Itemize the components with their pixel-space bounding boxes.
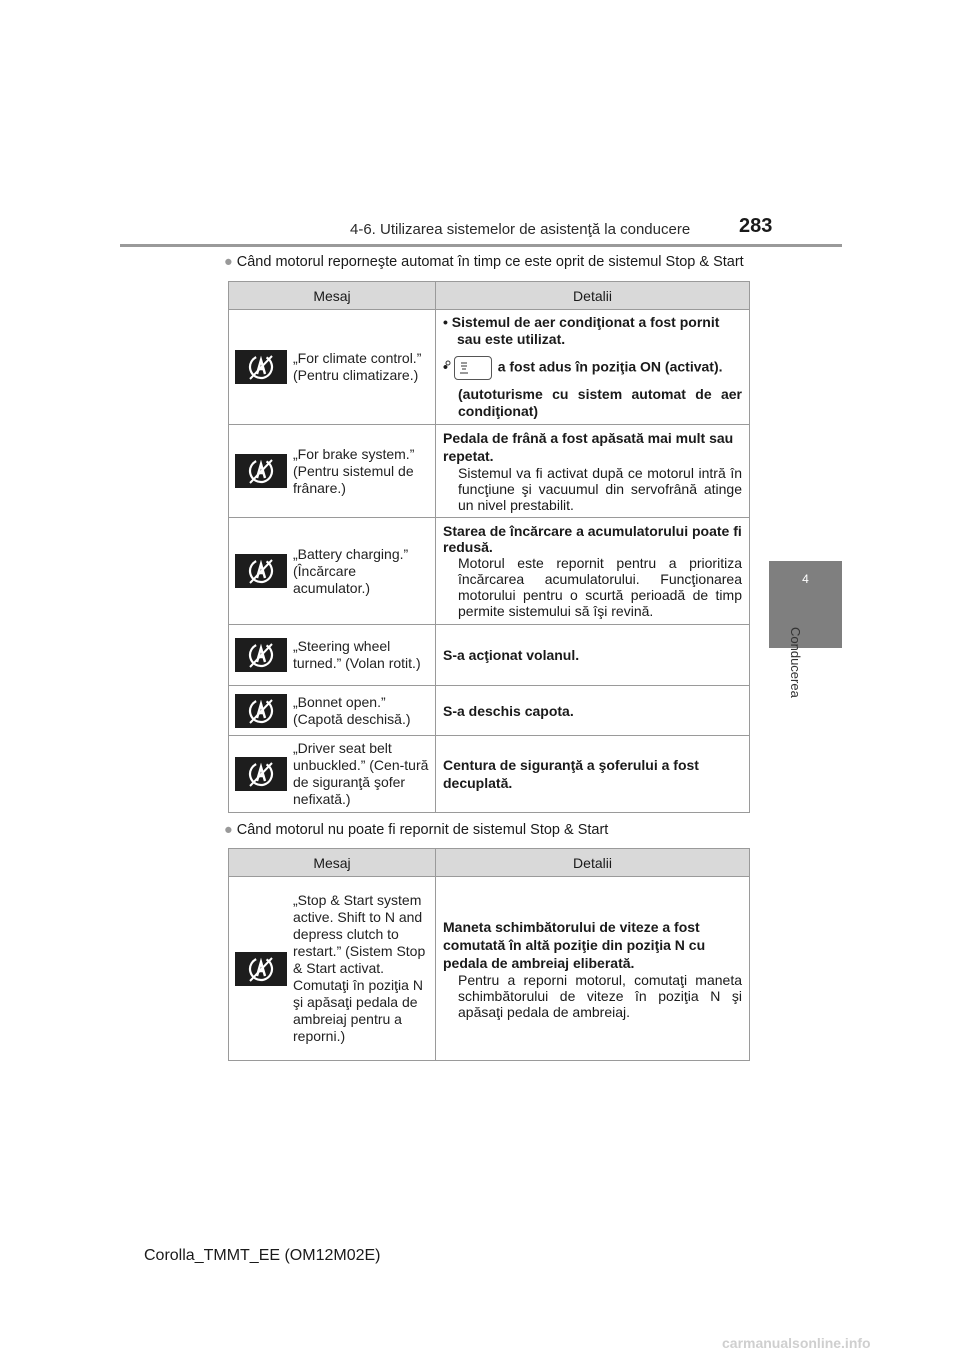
col-message-header: Mesaj [229, 282, 436, 310]
section2-heading: Când motorul nu poate fi repornit de sistemul Stop & Start [236, 822, 609, 838]
message-text: „Stop & Start system active. Shift to N and depress clutch to restart.” (Sistem Stop & Start activat. Comutaţi în poziţia N şi apăsaţi pedala de ambreiaj pentru a reporni.) [293, 892, 426, 1044]
chapter-label: Conducerea [788, 627, 803, 698]
bullet-icon: ● [224, 254, 233, 270]
detail-condition: Maneta schimbătorului de viteze a fost comutată în altă poziţie din poziţia N cu pedala de ambreiaj eliberată. [443, 918, 706, 971]
table-row [229, 736, 750, 813]
stop-start-off-icon [235, 554, 287, 588]
detail-item: Sistemul de aer condiţionat a fost pornit sau este utilizat. [451, 314, 720, 347]
message-text: „For brake system.” (Pentru sistemul de frânare.) [293, 445, 415, 496]
col-details-header: Detalii [436, 849, 750, 877]
detail-condition: S-a deschis capota. [443, 702, 574, 719]
message-text: „For climate control.” (Pentru climatizare.) [293, 350, 422, 383]
detail-condition: S-a acţionat volanul. [443, 647, 580, 663]
message-text: „Battery charging.” (Încărcare acumulator.) [293, 545, 409, 596]
col-message-header: Mesaj [229, 849, 436, 877]
section-title: 4-6. Utilizarea sistemelor de asistenţă la conducere [350, 221, 691, 238]
table-row [229, 625, 750, 686]
detail-text: Motorul este repornit pentru a prioritiza încărcarea acumulatorului. Funcţionarea motorului pentru o scurtă perioadă de timp permite sistemului să îşi revină. [458, 555, 742, 619]
bullet-icon: ● [224, 822, 233, 838]
footer-model: Corolla_TMMT_EE (OM12M02E) [144, 1247, 381, 1264]
chapter-tab[interactable] [769, 561, 842, 648]
stop-start-off-icon [235, 952, 287, 986]
header-divider [120, 244, 842, 247]
table-row [229, 425, 750, 518]
section2-bullet [224, 822, 608, 838]
detail-condition: Starea de încărcare a acumulatorului poate fi redusă. [443, 523, 742, 555]
stop-start-off-icon [235, 350, 287, 384]
table-header-row [229, 849, 750, 877]
message-text: „Steering wheel turned.” (Volan rotit.) [293, 638, 421, 671]
section1-bullet [224, 254, 744, 270]
watermark: carmanualsonline.info [722, 1335, 871, 1351]
stop-start-off-icon [235, 757, 287, 791]
detail-note: (autoturisme cu sistem automat de aer condiţionat) [458, 386, 742, 419]
stop-start-off-icon [235, 694, 287, 728]
message-text: „Bonnet open.” (Capotă deschisă.) [293, 693, 411, 727]
section2-table [228, 848, 750, 1061]
section1-table [228, 281, 750, 813]
table-row: „For climate control.” (Pentru climatizare.) • Sistemul de aer condiţionat a fost pornit sau este utilizat. • a fost adus în poziţia ON (activat). (autoturisme cu sistem automat de aer condiţionat) [229, 310, 750, 425]
section1-heading: Când motorul reporneşte automat în timp ce este oprit de sistemul Stop & Start [236, 254, 744, 270]
detail-condition: Centura de siguranţă a şoferului a fost decuplată. [443, 757, 699, 791]
page-number: 283 [739, 215, 773, 237]
chapter-number: 4 [802, 572, 809, 586]
table-header-row [229, 282, 750, 310]
detail-text: Pentru a reporni motorul, comutaţi maneta schimbătorului de viteze în poziţia N şi apăsaţi pedala de ambreiaj. [458, 971, 742, 1020]
detail-condition: Pedala de frână a fost apăsată mai mult sau repetat. [443, 430, 734, 464]
detail-item: a fost adus în poziţia ON (activat). [497, 358, 723, 375]
col-details-header: Detalii [436, 282, 750, 310]
detail-text: Sistemul va fi activat după ce motorul intră în funcţiune şi vacuumul din servofrână atinge un nivel prestabilit. [458, 465, 742, 513]
table-row [229, 518, 750, 625]
stop-start-off-icon [235, 638, 287, 672]
front-defroster-button-icon [454, 356, 492, 380]
stop-start-off-icon [235, 454, 287, 488]
table-row [229, 877, 750, 1061]
table-row [229, 686, 750, 736]
message-text: „Driver seat belt unbuckled.” (Cen-tură de siguranţă şofer nefixată.) [293, 740, 429, 807]
